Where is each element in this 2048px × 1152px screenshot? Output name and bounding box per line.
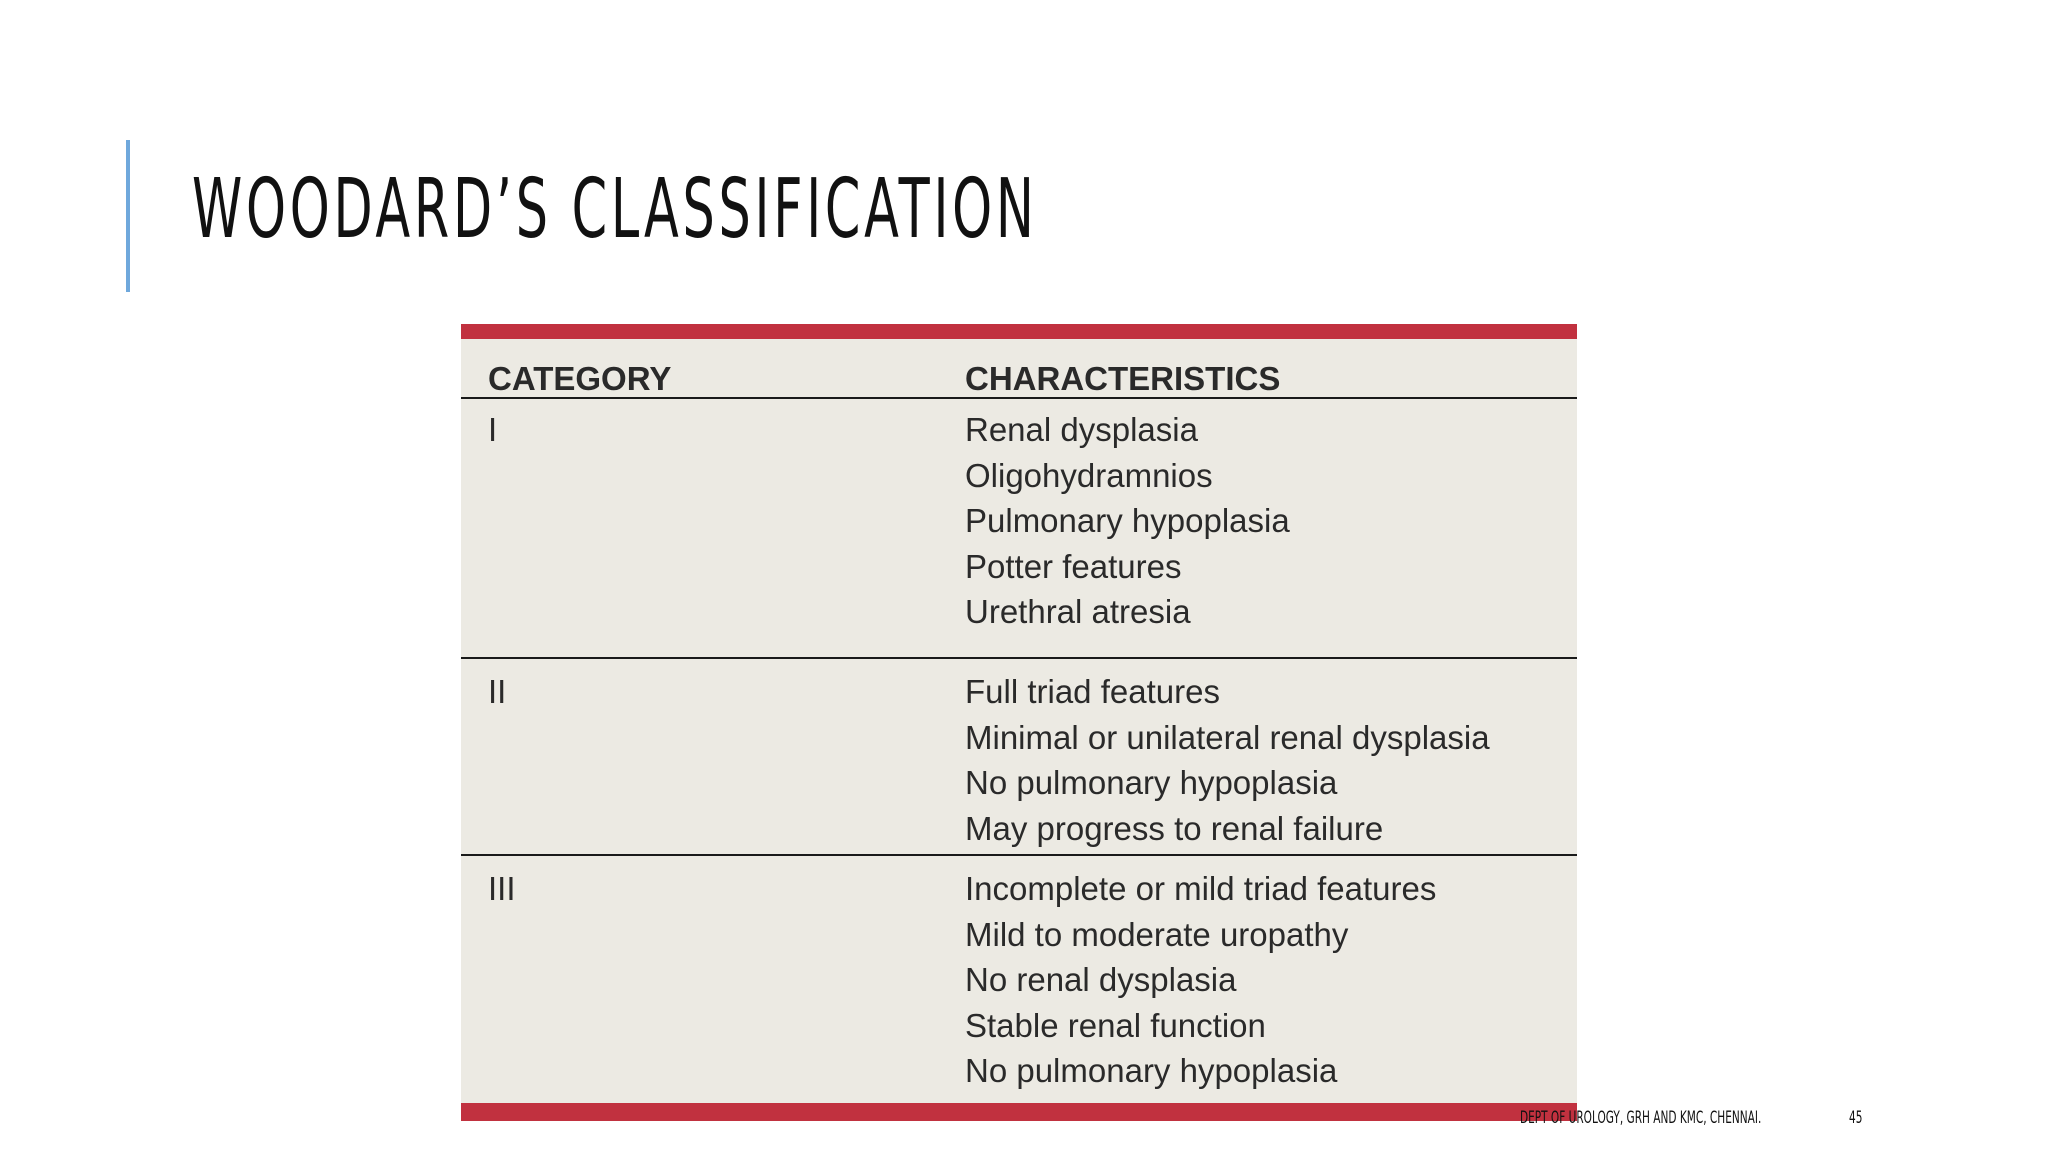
characteristic-item: Incomplete or mild triad features <box>965 870 1437 907</box>
characteristic-item: Pulmonary hypoplasia <box>965 502 1290 539</box>
characteristic-item: No pulmonary hypoplasia <box>965 764 1338 801</box>
classification-table <box>461 324 1577 1121</box>
table-row-category-1 <box>461 397 1577 659</box>
characteristics-list <box>965 866 1436 1094</box>
characteristics-list <box>965 407 1290 635</box>
table-row-category-2 <box>461 659 1577 856</box>
characteristic-item: Minimal or unilateral renal dysplasia <box>965 718 1490 756</box>
characteristic-item: Full triad features <box>965 673 1220 710</box>
category-label: II <box>488 673 507 710</box>
characteristic-item: Mild to moderate uropathy <box>965 915 1349 953</box>
slide-title: WOODARD’S CLASSIFICATION <box>192 162 1038 257</box>
characteristic-item: Oligohydramnios <box>965 456 1213 494</box>
title-accent-bar <box>126 140 130 292</box>
category-column-header: CATEGORY <box>488 360 672 397</box>
characteristic-item: Stable renal function <box>965 1006 1266 1044</box>
characteristics-column-header: CHARACTERISTICS <box>965 360 1281 397</box>
category-label: III <box>488 870 516 907</box>
characteristic-item: May progress to renal failure <box>965 809 1384 847</box>
page-number: 45 <box>1849 1108 1863 1128</box>
characteristic-item: Renal dysplasia <box>965 411 1198 448</box>
characteristic-item: Urethral atresia <box>965 593 1191 630</box>
category-label: I <box>488 411 498 448</box>
characteristic-item: Potter features <box>965 547 1182 585</box>
table-header <box>461 339 1577 399</box>
characteristic-item: No pulmonary hypoplasia <box>965 1052 1338 1089</box>
characteristics-list <box>965 669 1490 851</box>
characteristic-item: No renal dysplasia <box>965 961 1237 998</box>
table-row-category-3 <box>461 856 1577 1101</box>
footer-text: DEPT OF UROLOGY, GRH AND KMC, CHENNAI. <box>1520 1108 1762 1128</box>
